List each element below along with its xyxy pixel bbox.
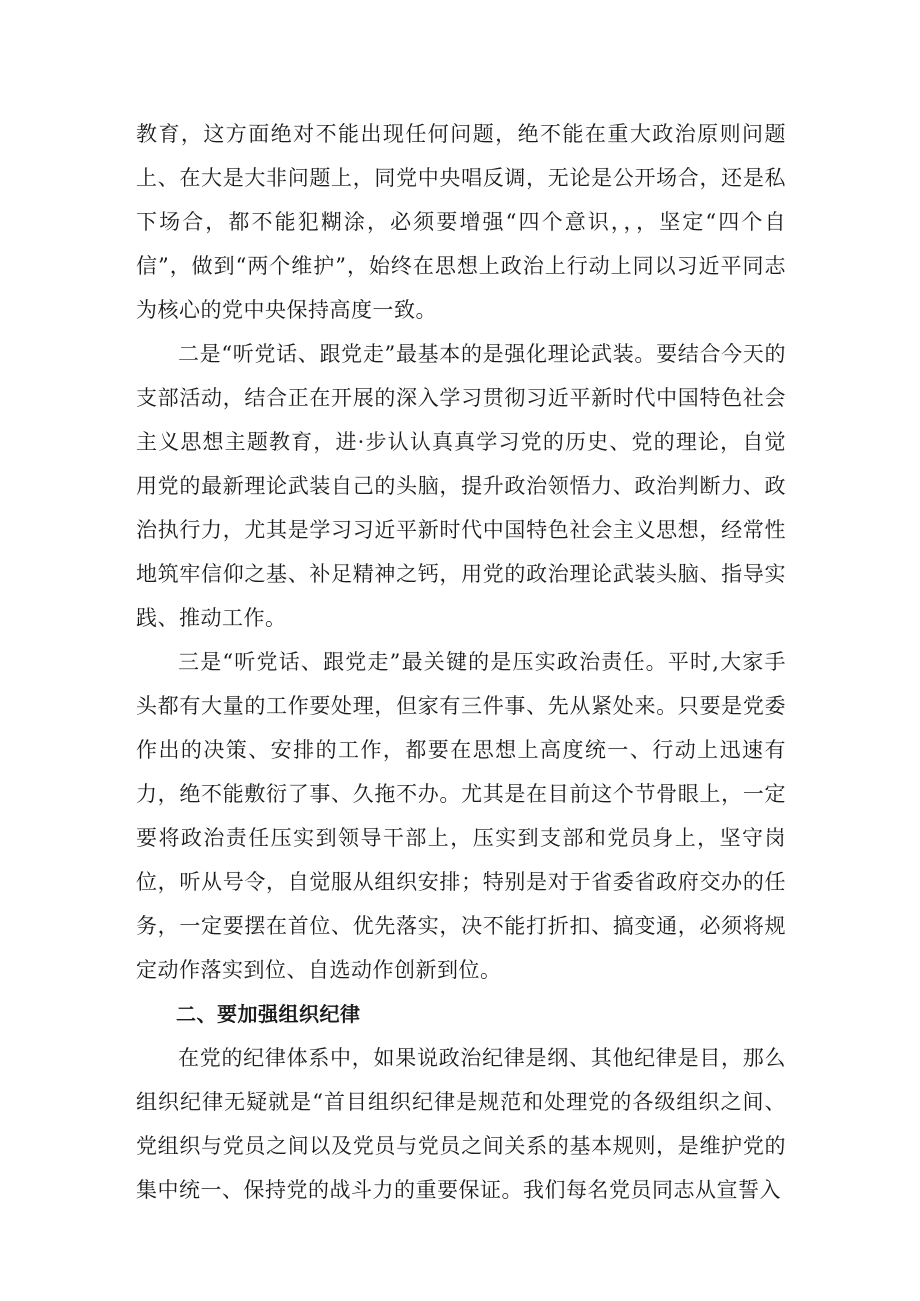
document-page [136,112,786,1212]
paragraph-continued: 教育，这方面绝对不能出现任何问题，绝不能在重大政治原则问题上、在大是大非问题上，同党中央唱反调，无论是公开场合，还是私下场合，都不能犯糊涂，必须要增强“四个意识，，，坚定“四个自信”，做到“两个维护”，始终在思想上政治上行动上同以习近平同志为核心的党中央保持高度一致。 [136,122,786,322]
section-heading: 二、要加强组织纪律 [176,1002,361,1026]
paragraph-organizational-discipline: 在党的纪律体系中，如果说政治纪律是纲、其他纪律是目，那么组织纪律无疑就是“首目组织纪律是规范和处理党的各级组织之间、党组织与党员之间以及党员与党员之间关系的基本规则，是维护党的集中统一、保持党的战斗力的重要保证。我们每名党员同志从宣誓入 [136,1046,786,1202]
paragraph-theory-armament: 二是“听党话、跟党走”最基本的是强化理论武装。要结合今天的支部活动，结合正在开展的深入学习贯彻习近平新时代中国特色社会主义思想主题教育，进·步认认真真学习党的历史、党的理论，自觉用党的最新理论武装自己的头脑，提升政治领悟力、政治判断力、政治执行力，尤其是学习习近平新时代中国特色社会主义思想，经常性地筑牢信仰之基、补足精神之钙，用党的政治理论武装头脑、指导实践、推动工作。 [136,342,786,630]
paragraph-political-responsibility: 三是“听党话、跟党走”最关键的是压实政治责任。平时,大家手头都有大量的工作要处理，但家有三件事、先从紧处来。只要是党委作出的决策、安排的工作，都要在思想上高度统一、行动上迅速有力，绝不能敷衍了事、久拖不办。尤其是在目前这个节骨眼上，一定要将政治责任压实到领导干部上，压实到支部和党员身上，坚守岗位，听从号令，自觉服从组织安排；特别是对于省委省政府交办的任务，一定要摆在首位、优先落实，决不能打折扣、搞变通，必须将规定动作落实到位、自选动作创新到位。 [136,650,786,982]
